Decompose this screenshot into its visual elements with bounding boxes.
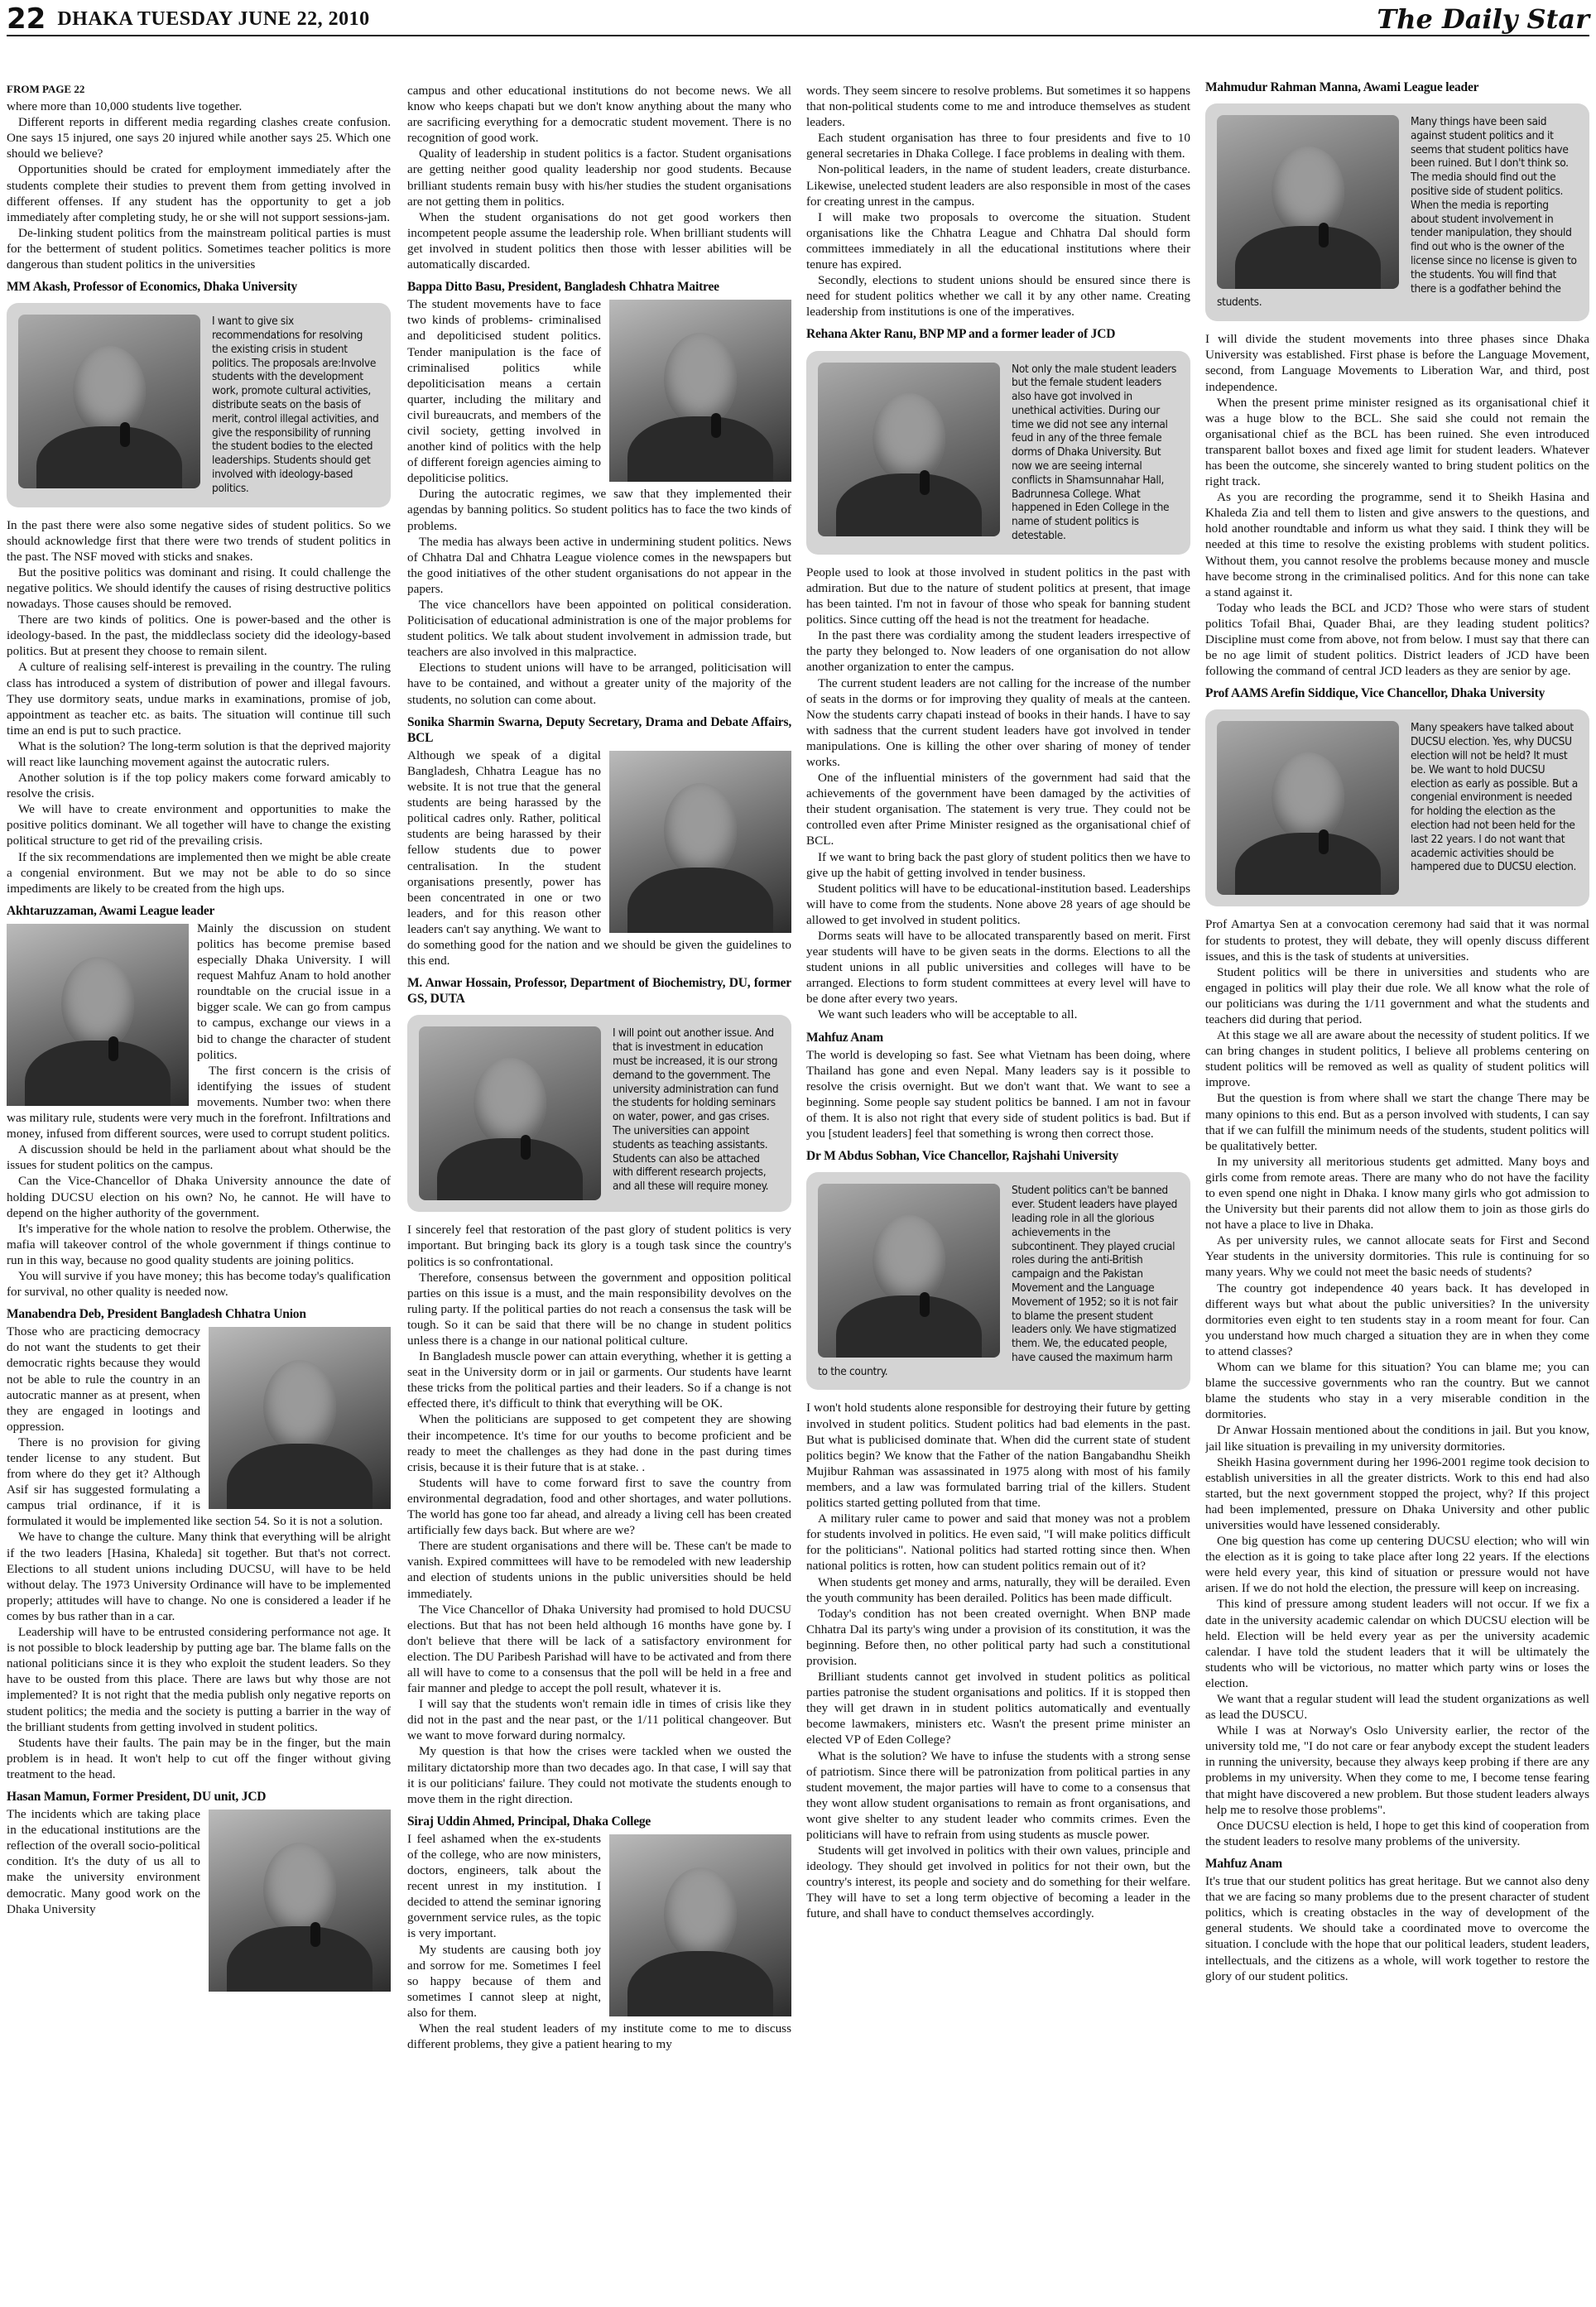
paragraph: Today's condition has not been created overnight. When BNP made Chhatra Dal its party's wing under a provision of its constitution, it was the beginning. Before then, no other political party had such a constitutional provision. xyxy=(806,1606,1190,1668)
paragraph: We have to change the culture. Many think that everything will be alright if the two leaders [Hasina, Khaleda] sit together. But that's not correct. Elections to all student unions including DUCSU, will have to be held without delay. The 1973 University Ordinance will have to be implemented properly; attitudes will have to change. No one is considered a leader if he comes by bus rather than in a car. xyxy=(7,1530,391,1623)
paragraph: Dr Anwar Hossain mentioned about the conditions in jail. But you know, jail like situation is prevailing in my university dormitories. xyxy=(1205,1423,1589,1454)
paragraph: campus and other educational institutions do not become news. We all know who keeps chapati but we don't know anything about the many who are sacrificing everything for a democratic student movement. There is no recognition of good work. xyxy=(407,84,791,146)
speaker-photo xyxy=(609,300,791,482)
paragraph: As per university rules, we cannot allocate seats for First and Second Year students in the university dormitories. This rule is continuing for so many years. Why we could not meet the basic needs of students? xyxy=(1205,1233,1589,1280)
speaker-heading: Siraj Uddin Ahmed, Principal, Dhaka College xyxy=(407,1814,651,1829)
paragraph: The Vice Chancellor of Dhaka University had promised to hold DUCSU elections. But that has not been held although 16 months have gone by. I don't believe that there will be lack of a satisfactory environment for election. The DU Paribesh Parishad will have to be activated and from there all will have to come to a consensus that the poll will be held in a free and fair manner and pledge to accept the poll result, whatever it is. xyxy=(407,1602,791,1696)
paragraph: Today who leads the BCL and JCD? Those who were stars of student politics Tofail Bhai, Quader Bhai, are they leading student politics? Discipline must come from above, not from below. I must say that there can be no age limit of student politics. District leaders of JCD have been following the command of central JCD leaders as they are senior by age. xyxy=(1205,600,1589,679)
paragraph: But the positive politics was dominant and rising. It could challenge the negative politics. We should identify the causes of rising destructive politics nowadays. Those causes should be removed. xyxy=(7,565,391,612)
paragraph: When the politicians are supposed to get competent they are showing their incompetence. It's time for our youths to become proficient and be ready to meet the challenges as they had done in the past during times crisis, because it is their future that is at stake. . xyxy=(407,1412,791,1474)
paragraph: It's true that our student politics has great heritage. But we cannot also deny that we are facing so many problems due to the present character of student politics, which is creating obstacles in the way of development of the general students. We should take a coordinated move to overcome the situation. I conclude with the hope that our political leaders, student leaders, intellectuals, and the citizens as a whole, will work together to restore the glory of our student politics. xyxy=(1205,1874,1589,1983)
paragraph: The student movements have to face two kinds of problems- criminalised and depoliticised student politics. Tender manipulation is the face of criminalised politics while depoliticisation means a certain quarter, including the military and civil bureaucrats, and members of the civil society, getting involved in another kind of politics with the help of different foreign agencies aiming to depoliticise politics. xyxy=(407,297,601,486)
paragraph: Although we speak of a digital Bangladesh, Chhatra League has no website. It is not true that the general students are being harassed by the political cadres only. Rather, political students are being harassed by their fellow students due to power centralisation. In the student organisations presently, power has been concentrated in one or two leaders, and for this reason other leaders can't say anything. We want to do something good for the nation and we should be given the guidelines to this end. xyxy=(407,747,791,968)
speaker-heading: Sonika Sharmin Swarna, Deputy Secretary, Drama and Debate Affairs, BCL xyxy=(407,714,791,745)
paragraph: One big question has come up centering DUCSU election; who will win the election as it is going to take place after long 22 years. If the elections were held every year, this kind of situation or pressure would not have arisen. If we do not hold the election, the pressure will keep on increasing. xyxy=(1205,1534,1589,1596)
paragraph: Another solution is if the top policy makers come forward amicably to resolve the crisis. xyxy=(7,771,391,801)
paragraph: Students will get involved in politics with their own values, principle and ideology. They should get involved in politics for not their own, but the country's interest, its people and society and do something for their welfare. They will have to set a long term objective of becoming a leader in the future, and shall have to conduct themselves accordingly. xyxy=(806,1843,1190,1921)
speaker-photo xyxy=(209,1327,391,1509)
paragraph: Prof Amartya Sen at a convocation ceremony had said that it was normal for students to protest, they will debate, they will openly discuss different issues, and this is the task of students at universities. xyxy=(1205,917,1589,964)
speaker-heading: M. Anwar Hossain, Professor, Department of Biochemistry, DU, former GS, DUTA xyxy=(407,976,791,1007)
paragraph: I sincerely feel that restoration of the past glory of student politics is very important. But bringing back its glory is a tough task since the country's politics is so confrontational. xyxy=(407,1223,791,1269)
pull-quote: Student politics can't be banned ever. Student leaders have played leading role in all the glorious achievements in the subcontinent. They played crucial roles during the anti-British campaign and the Pakistan Movement and the Language Movement of 1952; so it is not fair to blame the present student leaders only. We have stigmatized them. We, the educated people, have caused the maximum harm to the country. xyxy=(818,1184,1178,1378)
paragraph: Secondly, elections to student unions should be ensured since there is need for student politics whether we call it by any other name. Creating leadership from institutions is one of the imperatives. xyxy=(806,273,1190,320)
paragraph: There are student organisations and there will be. These can't be made to vanish. Expired committees will have to be remodeled with new leadership and election of students unions in the public universities should be held immediately. xyxy=(407,1539,791,1601)
paragraph: There is no provision for giving tender license to any student. But from where do they get it? Although Asif sir has suggested formulating a campus trial ordinance, if it is formulated it would be implemented like section 54. So it is not a solution. xyxy=(7,1435,383,1529)
paragraph: If the six recommendations are implemented then we might be able create a congenial environment. But we may not be able to do so since impediments are likely to be created from the high ups. xyxy=(7,849,391,896)
speaker-heading: Rehana Akter Ranu, BNP MP and a former leader of JCD xyxy=(806,327,1116,342)
quote-box xyxy=(1205,709,1589,906)
paragraph: Leadership will have to be entrusted considering performance not age. It is not possible to block leadership by putting age bar. The blame falls on the national politicians since it is they who exploit the student leaders. So they have to be ousted from this place. There are laws but why those are not implemented? It is not right that the media publish only negative reports on student politics; the media and the society is putting a barrier in the way of the brilliant students from getting involved in student politics. xyxy=(7,1625,391,1734)
speaker-heading: Manabendra Deb, President Bangladesh Chhatra Union xyxy=(7,1307,306,1322)
newspaper-logo: The Daily Star xyxy=(1377,3,1589,35)
speaker-heading: Akhtaruzzaman, Awami League leader xyxy=(7,903,215,918)
paragraph: In Bangladesh muscle power can attain everything, whether it is getting a seat in the University dorm or in jail or garments. Our students have learnt these tricks from the political parties and their leaders. So if a change is not effected there, it's difficult to think that everything will be OK. xyxy=(407,1349,791,1411)
speaker-heading: MM Akash, Professor of Economics, Dhaka University xyxy=(7,280,298,295)
paragraph: When the student organisations do not get good workers then incompetent people assume the leadership role. When brilliant students will get involved in student politics then those with lesser abilities will be automatically discarded. xyxy=(407,209,791,272)
column-3 xyxy=(806,41,1190,2301)
paragraph: We want such leaders who will be acceptable to all. xyxy=(818,1007,1078,1022)
paragraph: My question is that how the crises were tackled when we ousted the military dictatorship more than two decades ago. In that case, I will say that it is our politicians' failure. They could not motivate the students enough to move them in the right direction. xyxy=(407,1744,791,1806)
paragraph: Whom can we blame for this situation? You can blame me; you can blame the successive governments who ran the country. But we cannot blame the students who stay in a very miserable condition in the dormitories. xyxy=(1205,1360,1589,1422)
paragraph: We want that a regular student will lead the student organizations as well as lead the DUSCU. xyxy=(1205,1692,1589,1723)
paragraph: In the past there was cordiality among the student leaders irrespective of the party they belonged to. Now leaders of one organisation do not allow another organization to enter the campus. xyxy=(806,628,1190,675)
paragraph: When the real student leaders of my institute come to me to discuss different problems, they give a patient hearing to my xyxy=(407,2021,791,2052)
paragraph: While I was at Norway's Oslo University earlier, the rector of the university told me, "I do not care or fear anybody except the student leaders in running the university, because they always keep probing if there are any problems in my university. When they come to me, I become tense fearing that might have discovered a new problem. But those student leaders always help me to resolve those problems". xyxy=(1205,1723,1589,1817)
paragraph: The vice chancellors have been appointed on political consideration. Politicisation of educational administration is one of the major problems for student politics. We talk about student involvement in admission trade, but teachers are also involved in this malpractice. xyxy=(407,598,791,660)
paragraph: A discussion should be held in the parliament about what should be the issues for student politics on the campus. xyxy=(7,1142,391,1173)
speaker-heading: Bappa Ditto Basu, President, Bangladesh Chhatra Maitree xyxy=(407,280,719,295)
paragraph: A culture of realising self-interest is prevailing in the country. The ruling class has introduced a system of distribution of power and illegal favours. They use dormitory seats, undue marks in examinations, promise of job, appointment as teacher etc. as baits. The situation will continue till such time an end is put to such practice. xyxy=(7,660,391,738)
paragraph: I will make two proposals to overcome the situation. Student organisations like the Chhatra League and Chhatra Dal should form committees immediately in all the educational institutions where their tenure has expired. xyxy=(806,209,1190,272)
speaker-photo xyxy=(609,1834,791,2016)
speaker-heading: Mahfuz Anam xyxy=(1205,1856,1282,1871)
paragraph: Once DUCSU election is held, I hope to get this kind of cooperation from the student leaders to resolve many problems of the university. xyxy=(1205,1818,1589,1848)
speaker-photo xyxy=(18,315,200,488)
speaker-photo xyxy=(209,1810,391,1992)
paragraph: But the question is from where shall we start the change There may be many opinions to this end. But as a person involved with students, I can say that if we can fulfill the minimum needs of the students, student politics will be qualitatively better. xyxy=(1205,1091,1589,1153)
speaker-heading: Mahmudur Rahman Manna, Awami League leader xyxy=(1205,80,1479,94)
speaker-photo xyxy=(7,924,189,1106)
paragraph: Elections to student unions will have to be arranged, politicisation will have to be contained, and without a greater unity of the majority of the students, no solution can come about. xyxy=(407,661,791,707)
speaker-heading: Mahfuz Anam xyxy=(806,1030,883,1045)
paragraph: De-linking student politics from the mainstream political parties is must for the betterment of student politics. Sometimes teacher politics is more dangerous than student politics in the universities xyxy=(7,225,391,272)
paragraph: What is the solution? The long-term solution is that the deprived majority will react like launching movement against the autocratic rulers. xyxy=(7,738,391,769)
paragraph: Different reports in different media regarding clashes create confusion. One says 15 injured, one says 20 injured while another says 25. Which one should we believe? xyxy=(7,115,391,161)
page-number: 22 xyxy=(7,2,46,36)
pull-quote: Many things have been said against student politics and it seems that student politics have been ruined. But I don't think so. The media should find out the positive side of student politics. When the media is reporting about student involvement in tender manipulation, they should find out who is the owner of the license since no license is given to the students. You will find that there is a godfather behind the students. xyxy=(1217,115,1577,310)
dateline: DHAKA TUESDAY JUNE 22, 2010 xyxy=(57,7,370,30)
quote-box xyxy=(1205,103,1589,321)
quote-box xyxy=(806,351,1190,555)
paragraph: I will divide the student movements into three phases since Dhaka University was established. First phase is before the Language Movement, second, from Language Movements to Liberation War, and third, post independence. xyxy=(1205,332,1589,394)
pull-quote: Not only the male student leaders but the female student leaders also have got involved in unethical activities. During our time we did not see any internal feud in any of the three female dorms of Dhaka University. But now we are seeing internal conflicts in Shamsunnahar Hall, Badrunnesa College. What happened in Eden College in the name of student politics is detestable. xyxy=(1012,362,1177,543)
paragraph: In the past there were also some negative sides of student politics. So we should acknowledge first that there were two trends of student politics in the past. The NSF moved with sticks and snakes. xyxy=(7,517,391,564)
paragraph: In my university all meritorious students get admitted. Many boys and girls come from remote areas. There are many who do not have the facility to even spend one night in Dhaka. I know many girls who got admission to the University but their parents did not allow them to join as those girls do not have a place to live in Dhaka. xyxy=(1205,1154,1589,1233)
quote-box xyxy=(806,1172,1190,1390)
paragraph: One of the influential ministers of the government had said that the achievements of the government have been damaged by the activities of their student organisation. The statement is very true. They could not be controlled even after Prime Minister resigned as the organisational chief of BCL. xyxy=(806,771,1190,848)
pull-quote: I want to give six recommendations for resolving the existing crisis in student politics. The proposals are:Involve students with the development work, promote cultural activities, distribute seats on the basis of merit, control illegal activities, and give the responsibility of running the student bodies to the elected leaderships. Students should get involved with ideology-based politics. xyxy=(212,315,379,495)
speaker-heading: Prof AAMS Arefin Siddique, Vice Chancellor, Dhaka University xyxy=(1205,686,1546,701)
paragraph: I won't hold students alone responsible for destroying their future by getting involved in student politics. Student politics had bad elements in the past. But what is publicised dominate that. When did the current state of student politics begin? We know that the Father of the nation Bangabandhu Sheikh Mujibur Rahman was assassinated in 1975 along with most of his family members, and a law was formulated barring trial of the killers. Student politics started getting polluted from that time. xyxy=(806,1401,1190,1511)
paragraph: The media has always been active in undermining student politics. News of Chhatra Dal and Chhatra League violence comes in the newspapers but the good initiatives of the other student organisations do not appear in the papers. xyxy=(407,534,791,596)
paragraph: The world is developing so fast. See what Vietnam has been doing, where Thailand has gone and even Nepal. Many leaders say is it possible to resolve the crisis overnight. But we don't want that. We want to see a beginning. Some people say student politics be banned. I am not in favour of them. It is also not right that every side of student politics is bad. But if you [student leaders] feel that something is wrong then correct those. xyxy=(806,1047,1190,1141)
pull-quote: I will point out another issue. And that is investment in education must be increased, it is our strong demand to the government. The university administration can fund the students for holding seminars on water, power, and gas crises. The universities can appoint students as teaching assistants. Students can also be attached with different research projects, and all these will require money. xyxy=(613,1026,779,1194)
quote-box xyxy=(7,303,391,507)
speaker-photo xyxy=(609,751,791,933)
paragraph: If we want to bring back the past glory of student politics then we have to give up the habit of getting involved in tender business. xyxy=(806,849,1190,880)
paragraph: I feel ashamed when the ex-students of the college, who are now ministers, doctors, engineers, talk about the recent unrest in my institution. I decided to attend the seminar ignoring government service rules, as the topic is very important. xyxy=(407,1831,601,1941)
paragraph: where more than 10,000 students live together. xyxy=(7,99,243,114)
paragraph: As you are recording the programme, send it to Sheikh Hasina and Khaleda Zia and tell them to listen and give answers to the questions, and hold another roundtable and inform us what they said. I think they will be needed at this time to resolve the existing problems with student politics. Without them, you cannot resolve the problems because money and muscle have become strong in the criminalised politics. And for this none can take a stand against it. xyxy=(1205,490,1589,599)
paragraph: My students are causing both joy and sorrow for me. Sometimes I feel so happy because of them and sometimes I cannot sleep at night, also for them. xyxy=(407,1942,601,2020)
speaker-photo xyxy=(1217,721,1399,895)
paragraph: Opportunities should be crated for employment immediately after the students complete their studies to prevent them from getting involved in different offenses. If any student has the opportunity to get a job immediately after completing study, he or she will not support sessions-jam. xyxy=(7,162,391,224)
column-4 xyxy=(1205,41,1589,2301)
paragraph: words. They seem sincere to resolve problems. But sometimes it so happens that non-political students come to me and introduce themselves as student leaders. xyxy=(806,84,1190,130)
speaker-heading: Dr M Abdus Sobhan, Vice Chancellor, Rajshahi University xyxy=(806,1149,1118,1164)
paragraph: Therefore, consensus between the government and opposition political parties on this issue is a must, and the main responsibility devolves on the ruling party. If the political parties do not reach a consensus the task will be tough. So it can be said that there will be no change in student politics unless there is a change in our national political culture. xyxy=(407,1270,791,1348)
paragraph: When students get money and arms, naturally, they will be derailed. Even the youth community has been derailed. Politics has been made difficult. xyxy=(806,1574,1190,1605)
paragraph: Sheikh Hasina government during her 1996-2001 regime took decision to establish universities in all the greater districts. Work to this end had also started, but the next government stopped the project, why? If this project had been implemented, pressure on Dhaka University and other public universities would have lessened considerably. xyxy=(1205,1454,1589,1532)
pull-quote: Many speakers have talked about DUCSU election. Yes, why DUCSU election will not be held? It must be. We want to hold DUCSU election as early as possible. But a congenial environment is needed for holding the election as the election had not been held for the last 22 years. I do not want that academic activities should be hampered due to DUCSU election. xyxy=(1411,721,1578,874)
paragraph: Those who are practicing democracy do not want the students to get their democratic rights because they would not be able to rule the country in an autocratic manner as at present, when they are engaged in lootings and oppression. xyxy=(7,1324,200,1434)
paragraph: The country got independence 40 years back. It has developed in different ways but what about the public universities? In the university dormitories even eight to ten students stay in a room meant for four. Can you understand how much charged a situation they are in when they come to attend classes? xyxy=(1205,1281,1589,1358)
quote-box xyxy=(407,1015,791,1212)
paragraph: People used to look at those involved in student politics in the past with admiration. But due to the nature of student politics at present, that image has been tainted. I'm not in favour of those who speak for banning student politics. Since cutting off the head is not the treatment for headache. xyxy=(806,565,1190,627)
speaker-photo xyxy=(419,1026,601,1200)
speaker-heading: Hasan Mamun, Former President, DU unit, JCD xyxy=(7,1789,267,1804)
paragraph: This kind of pressure among student leaders will not occur. If we fix a date in the university academic calendar on which DUCSU election will be held. Election will be held every year as per the university academic calendar. I have told the student leaders that it will be ultimately the students who will be victorious, no matter which party wins or loses the election. xyxy=(1205,1597,1589,1690)
paragraph: We will have to create environment and opportunities to make the positive politics dominant. We all together will have to change the existing political structure to get rid of the prevailing crisis. xyxy=(7,802,391,848)
paragraph: Brilliant students cannot get involved in student politics as political parties patronise the student organisations and politics. If it is stopped then they will get drawn in in student politics automatically and eventually become lawmakers, ministers etc. Wasn't the present prime minister an elected VP of Eden College? xyxy=(806,1670,1190,1747)
column-1 xyxy=(7,41,391,2301)
paragraph: Dorms seats will have to be allocated transparently based on merit. First year students will have to be given seats in the dorms. Elections to all the student unions in all public universities and colleges will have to be arranged. Elections to form student committees at every level will have to be done after every two years. xyxy=(806,929,1190,1007)
paragraph: When the present prime minister resigned as its organisational chief it was a huge blow to the BCL. She said she could not remain the organisational chief as the BCL has been ruined. She even introduced transparent ballot boxes and fixed age limit for student leaders. Whatever has been the outcome, she sincerely wanted to bring student politics on the right track. xyxy=(1205,395,1589,489)
continuation-kicker: FROM PAGE 22 xyxy=(7,83,85,95)
paragraph: Quality of leadership in student politics is a factor. Student organisations are getting neither good quality leadership nor good students. Because brilliant students remain busy with his/her studies the student organisations are not getting them in politics. xyxy=(407,147,791,209)
paragraph: The current student leaders are not calling for the increase of the number of seats in the dorms or for improving they quality of meals at the canteen. Now the students carry chapati instead of books in their hands. I have to say with sadness that the current student leaders have got involved in tender manipulations. One is killing the other over sharing of money of tender works. xyxy=(806,675,1190,769)
paragraph: Students have their faults. The pain may be in the finger, but the main problem is in head. It won't help to cut off the finger without giving treatment to the head. xyxy=(7,1735,391,1781)
paragraph: During the autocratic regimes, we saw that they implemented their agendas by banning politics. So student politics has to face the two kinds of problems. xyxy=(407,487,791,533)
paragraph: Non-political leaders, in the name of student leaders, create disturbance. Likewise, unelected student leaders are also responsible in most of the cases for creating unrest in the campus. xyxy=(806,162,1190,209)
speaker-photo xyxy=(1217,115,1399,289)
paragraph: Students will have to come forward first to save the country from environmental degradation, food and other shortages, and water pollutions. The world has gone too far ahead, and already a living cell has been created artificially few days back. But where are we? xyxy=(407,1475,791,1538)
paragraph: You will survive if you have money; this has become today's qualification for survival, no other quality is needed now. xyxy=(7,1268,391,1300)
paragraph: I will say that the students won't remain idle in times of crisis like they did not in the past and the near past, or the 1/11 political changeover. But we want to move forward during normalcy. xyxy=(407,1697,791,1743)
speaker-photo xyxy=(818,1184,1000,1358)
paragraph: Mainly the discussion on student politics has become premise based especially Dhaka University. I will request Mahfuz Anam to hold another roundtable on the crucial issue in a bigger scale. We can go from campus to campus, exchange our views in a bid to change the character of student politics. xyxy=(197,920,391,1062)
paragraph: Can the Vice-Chancellor of Dhaka University announce the date of holding DUCSU election on his own? No, he cannot. He will have to depend on the higher authority of the government. xyxy=(7,1174,391,1220)
paragraph: The incidents which are taking place in the educational institutions are the reflection of the overall socio-political condition. It's the duty of us all to make the university environment democratic. Many good work on the Dhaka University xyxy=(7,1807,200,1916)
paragraph: At this stage we all are aware about the necessity of student politics. If we can bring changes in student politics, I believe all problems centering on student politics will be removed as well as quality of student politics will improve. xyxy=(1205,1028,1589,1090)
paragraph: A military ruler came to power and said that money was not a problem for students involved in politics. He even said, "I will make politics difficult for the politicians". National politics had started rotting since then. When national politics is rotten, how can student politics remain out of it? xyxy=(806,1512,1190,1574)
paragraph: Student politics will have to be educational-institution based. Leaderships will have to come from the students. None above 28 years of age should be allowed to get involved in student politics. xyxy=(806,881,1190,927)
paragraph: There are two kinds of politics. One is power-based and the other is ideology-based. In the past, the middleclass society did the ideology-based politics. But at present they choose to remain silent. xyxy=(7,613,391,659)
paragraph: Each student organisation has three to four presidents and five to 10 general secretaries in Dhaka College. I face problems in dealing with them. xyxy=(806,131,1190,161)
column-2 xyxy=(407,41,791,2301)
paragraph: It's imperative for the whole nation to resolve the problem. Otherwise, the mafia will takeover control of the whole government if things continue to run in this way, because no good quality students are joining politics. xyxy=(7,1221,391,1267)
speaker-photo xyxy=(818,363,1000,536)
paragraph: What is the solution? We have to infuse the students with a strong sense of patriotism. Since there will be patronization from political parties in any student movement, the major parties will have to come to a consensus that they wont allow student organisations to remain as front organisations, and wont give shelter to any student leader who commits crimes. Even the politicians will have to refrain from using students as muscle power. xyxy=(806,1748,1190,1843)
paragraph: The first concern is the crisis of identifying the issues of student movements. Number two: when there was military rule, students were very much in the forefront. Infiltrations and money, infused from different sources, were used to corrupt student politics. xyxy=(7,1063,391,1141)
masthead xyxy=(7,3,1589,36)
paragraph: Student politics will be there in universities and students who are engaged in politics will play their due role. We all know what the role of our politicians was during the 1/11 government and what the students and teachers did during that period. xyxy=(1205,964,1589,1026)
